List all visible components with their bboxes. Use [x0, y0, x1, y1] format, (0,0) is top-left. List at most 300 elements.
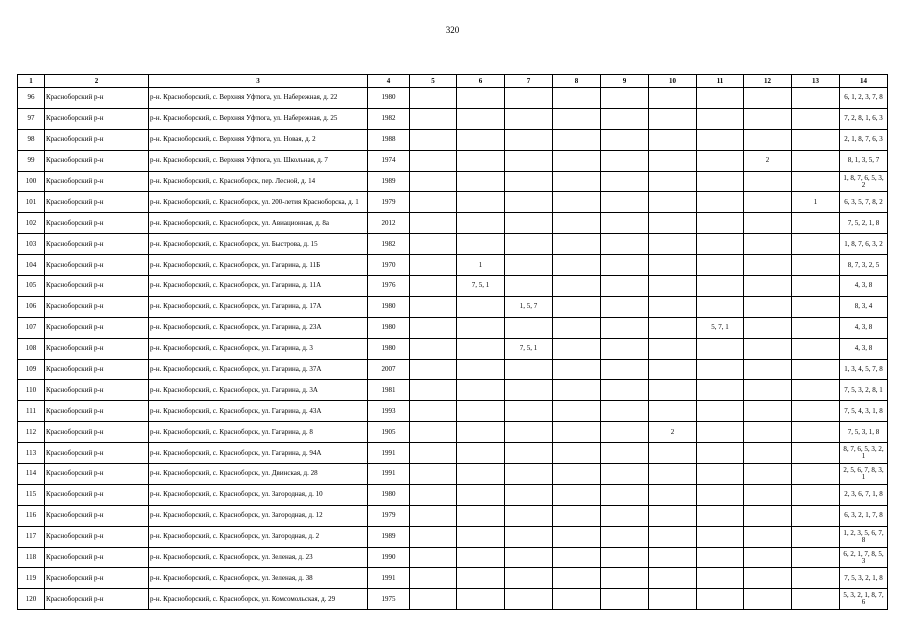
code-cell-col-9: [601, 484, 649, 505]
code-cell-col-7: [505, 192, 553, 213]
code-cell-col-8: [553, 589, 601, 610]
address-cell: р-н. Красноборский, с. Верхняя Уфтюга, ул. Набережная, д. 25: [149, 108, 368, 129]
year-cell: 1976: [368, 276, 410, 297]
table-row: [18, 359, 888, 380]
code-list-cell: 6, 3, 5, 7, 8, 2: [840, 192, 888, 213]
code-cell-col-11: [697, 589, 744, 610]
code-cell-col-8: [553, 296, 601, 317]
code-cell-col-8: [553, 568, 601, 589]
address-cell: р-н. Красноборский, с. Красноборск, ул. Гагарина, д. 3: [149, 338, 368, 359]
code-cell-col-11: [697, 380, 744, 401]
code-cell-col-7: [505, 505, 553, 526]
code-cell-col-11: [697, 192, 744, 213]
table-row: [18, 526, 888, 547]
code-cell-col-10: 2: [649, 422, 697, 443]
code-cell-col-5: [410, 317, 457, 338]
district-cell: Красноборский р-н: [45, 380, 149, 401]
code-cell-col-8: [553, 255, 601, 276]
code-cell-col-8: [553, 192, 601, 213]
code-cell-col-13: [792, 276, 840, 297]
code-list-cell: 8, 1, 3, 5, 7: [840, 150, 888, 171]
address-cell: р-н. Красноборский, с. Красноборск, ул. Гагарина, д. 37А: [149, 359, 368, 380]
code-cell-col-9: [601, 422, 649, 443]
table-row: [18, 276, 888, 297]
code-cell-col-5: [410, 589, 457, 610]
row-number: 100: [18, 171, 45, 192]
code-list-cell: 8, 7, 3, 2, 5: [840, 255, 888, 276]
code-cell-col-13: [792, 443, 840, 464]
district-cell: Красноборский р-н: [45, 88, 149, 109]
code-cell-col-7: [505, 108, 553, 129]
column-header-9: 9: [601, 75, 649, 88]
address-cell: р-н. Красноборский, с. Красноборск, ул. Гагарина, д. 8: [149, 422, 368, 443]
address-cell: р-н. Красноборский, с. Красноборск, ул. Гагарина, д. 17А: [149, 296, 368, 317]
code-cell-col-12: [744, 505, 792, 526]
district-cell: Красноборский р-н: [45, 255, 149, 276]
code-cell-col-12: [744, 234, 792, 255]
code-cell-col-12: [744, 171, 792, 192]
table-row: [18, 317, 888, 338]
code-cell-col-11: [697, 234, 744, 255]
code-cell-col-8: [553, 234, 601, 255]
code-cell-col-11: [697, 526, 744, 547]
district-cell: Красноборский р-н: [45, 192, 149, 213]
code-cell-col-6: [457, 422, 505, 443]
code-cell-col-11: [697, 213, 744, 234]
code-cell-col-7: [505, 255, 553, 276]
code-cell-col-5: [410, 150, 457, 171]
code-cell-col-12: [744, 296, 792, 317]
code-cell-col-13: [792, 88, 840, 109]
code-cell-col-9: [601, 171, 649, 192]
code-cell-col-10: [649, 443, 697, 464]
code-cell-col-5: [410, 192, 457, 213]
row-number: 101: [18, 192, 45, 213]
table-row: [18, 443, 888, 464]
district-cell: Красноборский р-н: [45, 129, 149, 150]
code-cell-col-5: [410, 422, 457, 443]
district-cell: Красноборский р-н: [45, 171, 149, 192]
code-list-cell: 7, 2, 8, 1, 6, 3: [840, 108, 888, 129]
code-cell-col-8: [553, 464, 601, 485]
code-list-cell: 1, 8, 7, 6, 3, 2: [840, 234, 888, 255]
code-cell-col-12: [744, 443, 792, 464]
code-list-cell: 4, 3, 8: [840, 276, 888, 297]
row-number: 110: [18, 380, 45, 401]
district-cell: Красноборский р-н: [45, 526, 149, 547]
code-cell-col-13: [792, 547, 840, 568]
code-cell-col-7: [505, 171, 553, 192]
address-cell: р-н. Красноборский, с. Верхняя Уфтюга, ул. Новая, д. 2: [149, 129, 368, 150]
code-cell-col-8: [553, 505, 601, 526]
code-cell-col-5: [410, 338, 457, 359]
code-cell-col-5: [410, 568, 457, 589]
code-cell-col-9: [601, 380, 649, 401]
address-cell: р-н. Красноборский, с. Красноборск, ул. Комсомольская, д. 29: [149, 589, 368, 610]
district-cell: Красноборский р-н: [45, 568, 149, 589]
year-cell: 1980: [368, 88, 410, 109]
code-list-cell: 1, 2, 3, 5, 6, 7, 8: [840, 526, 888, 547]
code-cell-col-13: [792, 171, 840, 192]
code-cell-col-8: [553, 129, 601, 150]
code-cell-col-5: [410, 505, 457, 526]
code-cell-col-6: [457, 526, 505, 547]
code-cell-col-12: [744, 255, 792, 276]
code-cell-col-8: [553, 422, 601, 443]
code-cell-col-13: [792, 484, 840, 505]
year-cell: 2007: [368, 359, 410, 380]
code-cell-col-6: [457, 213, 505, 234]
column-header-8: 8: [553, 75, 601, 88]
code-cell-col-9: [601, 505, 649, 526]
code-cell-col-8: [553, 401, 601, 422]
code-cell-col-13: [792, 129, 840, 150]
code-cell-col-6: [457, 568, 505, 589]
code-cell-col-9: [601, 568, 649, 589]
code-cell-col-9: [601, 129, 649, 150]
code-cell-col-9: [601, 317, 649, 338]
code-cell-col-11: [697, 547, 744, 568]
code-list-cell: 4, 3, 8: [840, 317, 888, 338]
row-number: 96: [18, 88, 45, 109]
code-cell-col-11: [697, 108, 744, 129]
code-cell-col-7: [505, 484, 553, 505]
code-list-cell: 6, 3, 2, 1, 7, 8: [840, 505, 888, 526]
address-cell: р-н. Красноборский, с. Верхняя Уфтюга, ул. Школьная, д. 7: [149, 150, 368, 171]
code-cell-col-9: [601, 296, 649, 317]
code-cell-col-5: [410, 464, 457, 485]
column-header-6: 6: [457, 75, 505, 88]
address-cell: р-н. Красноборский, с. Красноборск, ул. Быстрова, д. 15: [149, 234, 368, 255]
year-cell: 1991: [368, 464, 410, 485]
code-cell-col-9: [601, 108, 649, 129]
code-cell-col-12: [744, 88, 792, 109]
row-number: 109: [18, 359, 45, 380]
row-number: 102: [18, 213, 45, 234]
code-cell-col-7: 1, 5, 7: [505, 296, 553, 317]
year-cell: 1982: [368, 108, 410, 129]
address-cell: р-н. Красноборский, с. Красноборск, ул. Гагарина, д. 3А: [149, 380, 368, 401]
column-header-13: 13: [792, 75, 840, 88]
address-cell: р-н. Красноборский, с. Красноборск, ул. Зеленая, д. 23: [149, 547, 368, 568]
row-number: 111: [18, 401, 45, 422]
column-header-12: 12: [744, 75, 792, 88]
code-cell-col-6: [457, 192, 505, 213]
code-cell-col-6: [457, 338, 505, 359]
code-cell-col-7: [505, 129, 553, 150]
table-row: [18, 213, 888, 234]
code-cell-col-7: [505, 568, 553, 589]
district-cell: Красноборский р-н: [45, 547, 149, 568]
year-cell: 1981: [368, 380, 410, 401]
year-cell: 1991: [368, 568, 410, 589]
code-cell-col-9: [601, 150, 649, 171]
code-cell-col-8: [553, 484, 601, 505]
address-cell: р-н. Красноборский, с. Красноборск, ул. Зеленая, д. 38: [149, 568, 368, 589]
address-cell: р-н. Красноборский, с. Красноборск, ул. Гагарина, д. 94А: [149, 443, 368, 464]
code-cell-col-11: [697, 568, 744, 589]
code-cell-col-7: [505, 401, 553, 422]
code-cell-col-5: [410, 547, 457, 568]
code-cell-col-10: [649, 589, 697, 610]
code-cell-col-10: [649, 129, 697, 150]
code-cell-col-6: [457, 150, 505, 171]
row-number: 99: [18, 150, 45, 171]
district-cell: Красноборский р-н: [45, 150, 149, 171]
code-cell-col-11: [697, 150, 744, 171]
code-cell-col-11: [697, 129, 744, 150]
code-cell-col-13: [792, 568, 840, 589]
year-cell: 1980: [368, 338, 410, 359]
code-cell-col-10: [649, 88, 697, 109]
row-number: 104: [18, 255, 45, 276]
code-cell-col-12: [744, 526, 792, 547]
code-cell-col-13: [792, 317, 840, 338]
code-list-cell: 8, 7, 6, 5, 3, 2, 1: [840, 443, 888, 464]
code-cell-col-5: [410, 88, 457, 109]
code-cell-col-7: [505, 276, 553, 297]
year-cell: 1991: [368, 443, 410, 464]
code-cell-col-6: [457, 129, 505, 150]
year-cell: 1970: [368, 255, 410, 276]
code-cell-col-5: [410, 129, 457, 150]
code-cell-col-7: [505, 88, 553, 109]
table-row: [18, 296, 888, 317]
year-cell: 1990: [368, 547, 410, 568]
year-cell: 1993: [368, 401, 410, 422]
code-cell-col-13: [792, 213, 840, 234]
code-list-cell: 6, 1, 2, 3, 7, 8: [840, 88, 888, 109]
table-row: [18, 129, 888, 150]
code-cell-col-11: [697, 464, 744, 485]
code-cell-col-9: [601, 443, 649, 464]
code-cell-col-12: [744, 338, 792, 359]
column-header-3: 3: [149, 75, 368, 88]
code-cell-col-5: [410, 380, 457, 401]
code-cell-col-13: [792, 505, 840, 526]
district-cell: Красноборский р-н: [45, 422, 149, 443]
code-cell-col-10: [649, 192, 697, 213]
code-cell-col-6: 7, 5, 1: [457, 276, 505, 297]
code-cell-col-9: [601, 547, 649, 568]
code-cell-col-12: [744, 422, 792, 443]
district-cell: Красноборский р-н: [45, 443, 149, 464]
table-row: [18, 192, 888, 213]
code-cell-col-12: [744, 547, 792, 568]
code-cell-col-11: [697, 359, 744, 380]
code-cell-col-13: [792, 380, 840, 401]
district-cell: Красноборский р-н: [45, 234, 149, 255]
code-cell-col-9: [601, 276, 649, 297]
code-cell-col-7: [505, 234, 553, 255]
code-cell-col-5: [410, 484, 457, 505]
year-cell: 1975: [368, 589, 410, 610]
year-cell: 1988: [368, 129, 410, 150]
code-cell-col-6: [457, 317, 505, 338]
code-cell-col-10: [649, 401, 697, 422]
code-list-cell: 7, 5, 3, 1, 8: [840, 422, 888, 443]
code-cell-col-5: [410, 276, 457, 297]
code-cell-col-12: [744, 276, 792, 297]
code-cell-col-9: [601, 526, 649, 547]
code-cell-col-11: [697, 505, 744, 526]
row-number: 107: [18, 317, 45, 338]
code-cell-col-8: [553, 171, 601, 192]
year-cell: 2012: [368, 213, 410, 234]
code-cell-col-10: [649, 150, 697, 171]
code-cell-col-12: [744, 484, 792, 505]
code-cell-col-10: [649, 464, 697, 485]
code-cell-col-9: [601, 401, 649, 422]
code-list-cell: 6, 2, 1, 7, 8, 5, 3: [840, 547, 888, 568]
code-cell-col-13: 1: [792, 192, 840, 213]
code-cell-col-13: [792, 359, 840, 380]
row-number: 119: [18, 568, 45, 589]
code-cell-col-10: [649, 568, 697, 589]
district-cell: Красноборский р-н: [45, 359, 149, 380]
table-row: [18, 568, 888, 589]
code-cell-col-7: 7, 5, 1: [505, 338, 553, 359]
code-cell-col-8: [553, 88, 601, 109]
code-cell-col-9: [601, 234, 649, 255]
district-cell: Красноборский р-н: [45, 505, 149, 526]
code-cell-col-8: [553, 338, 601, 359]
code-cell-col-13: [792, 296, 840, 317]
code-cell-col-6: [457, 484, 505, 505]
column-header-1: 1: [18, 75, 45, 88]
code-cell-col-12: [744, 568, 792, 589]
code-cell-col-8: [553, 359, 601, 380]
header-row: [18, 75, 888, 88]
table-row: [18, 547, 888, 568]
row-number: 106: [18, 296, 45, 317]
code-cell-col-10: [649, 526, 697, 547]
address-cell: р-н. Красноборский, с. Красноборск, ул. Гагарина, д. 11А: [149, 276, 368, 297]
code-cell-col-11: [697, 171, 744, 192]
row-number: 113: [18, 443, 45, 464]
district-cell: Красноборский р-н: [45, 464, 149, 485]
code-cell-col-9: [601, 88, 649, 109]
table-row: [18, 88, 888, 109]
year-cell: 1979: [368, 192, 410, 213]
code-cell-col-11: [697, 443, 744, 464]
district-cell: Красноборский р-н: [45, 108, 149, 129]
district-cell: Красноборский р-н: [45, 213, 149, 234]
code-cell-col-12: [744, 380, 792, 401]
address-cell: р-н. Красноборский, с. Красноборск, ул. Гагарина, д. 23А: [149, 317, 368, 338]
code-cell-col-5: [410, 213, 457, 234]
code-list-cell: 7, 5, 3, 2, 8, 1: [840, 380, 888, 401]
code-cell-col-8: [553, 108, 601, 129]
code-cell-col-12: [744, 359, 792, 380]
code-cell-col-5: [410, 359, 457, 380]
row-number: 108: [18, 338, 45, 359]
year-cell: 1989: [368, 171, 410, 192]
district-cell: Красноборский р-н: [45, 589, 149, 610]
table-row: [18, 464, 888, 485]
table-header: [18, 75, 888, 88]
code-cell-col-6: [457, 296, 505, 317]
code-cell-col-12: [744, 317, 792, 338]
row-number: 112: [18, 422, 45, 443]
code-cell-col-12: [744, 129, 792, 150]
code-cell-col-12: [744, 401, 792, 422]
code-cell-col-13: [792, 526, 840, 547]
code-cell-col-7: [505, 422, 553, 443]
code-cell-col-10: [649, 317, 697, 338]
code-list-cell: 8, 3, 4: [840, 296, 888, 317]
code-cell-col-10: [649, 359, 697, 380]
code-cell-col-11: [697, 338, 744, 359]
code-cell-col-8: [553, 526, 601, 547]
address-cell: р-н. Красноборский, с. Красноборск, ул. Загородная, д. 12: [149, 505, 368, 526]
code-cell-col-5: [410, 108, 457, 129]
code-cell-col-12: [744, 464, 792, 485]
registry-table: [17, 74, 888, 610]
address-cell: р-н. Красноборский, с. Красноборск, ул. Гагарина, д. 11Б: [149, 255, 368, 276]
code-cell-col-10: [649, 547, 697, 568]
code-cell-col-12: [744, 589, 792, 610]
code-list-cell: 5, 3, 2, 1, 8, 7, 6: [840, 589, 888, 610]
code-cell-col-7: [505, 150, 553, 171]
code-list-cell: 7, 5, 3, 2, 1, 8: [840, 568, 888, 589]
code-list-cell: 2, 1, 8, 7, 6, 3: [840, 129, 888, 150]
district-cell: Красноборский р-н: [45, 296, 149, 317]
column-header-5: 5: [410, 75, 457, 88]
code-cell-col-6: [457, 88, 505, 109]
row-number: 118: [18, 547, 45, 568]
code-cell-col-6: [457, 234, 505, 255]
code-cell-col-11: [697, 484, 744, 505]
code-cell-col-8: [553, 380, 601, 401]
code-cell-col-8: [553, 547, 601, 568]
code-cell-col-5: [410, 401, 457, 422]
code-cell-col-6: [457, 505, 505, 526]
code-cell-col-10: [649, 171, 697, 192]
code-cell-col-6: [457, 443, 505, 464]
code-cell-col-11: [697, 255, 744, 276]
code-list-cell: 4, 3, 8: [840, 338, 888, 359]
code-cell-col-10: [649, 484, 697, 505]
code-cell-col-6: 1: [457, 255, 505, 276]
code-cell-col-12: [744, 192, 792, 213]
address-cell: р-н. Красноборский, с. Красноборск, ул. Двинская, д. 28: [149, 464, 368, 485]
row-number: 116: [18, 505, 45, 526]
code-cell-col-12: [744, 213, 792, 234]
code-cell-col-6: [457, 108, 505, 129]
row-number: 97: [18, 108, 45, 129]
code-cell-col-6: [457, 589, 505, 610]
table-row: [18, 255, 888, 276]
table-row: [18, 338, 888, 359]
table-row: [18, 589, 888, 610]
row-number: 120: [18, 589, 45, 610]
code-cell-col-10: [649, 234, 697, 255]
code-cell-col-11: [697, 422, 744, 443]
code-cell-col-13: [792, 338, 840, 359]
code-list-cell: 1, 3, 4, 5, 7, 8: [840, 359, 888, 380]
district-cell: Красноборский р-н: [45, 276, 149, 297]
code-cell-col-8: [553, 150, 601, 171]
code-list-cell: 2, 3, 6, 7, 1, 8: [840, 484, 888, 505]
code-cell-col-5: [410, 171, 457, 192]
code-list-cell: 7, 5, 2, 1, 8: [840, 213, 888, 234]
code-cell-col-10: [649, 380, 697, 401]
code-cell-col-10: [649, 338, 697, 359]
code-cell-col-6: [457, 464, 505, 485]
table-row: [18, 505, 888, 526]
code-cell-col-11: [697, 88, 744, 109]
